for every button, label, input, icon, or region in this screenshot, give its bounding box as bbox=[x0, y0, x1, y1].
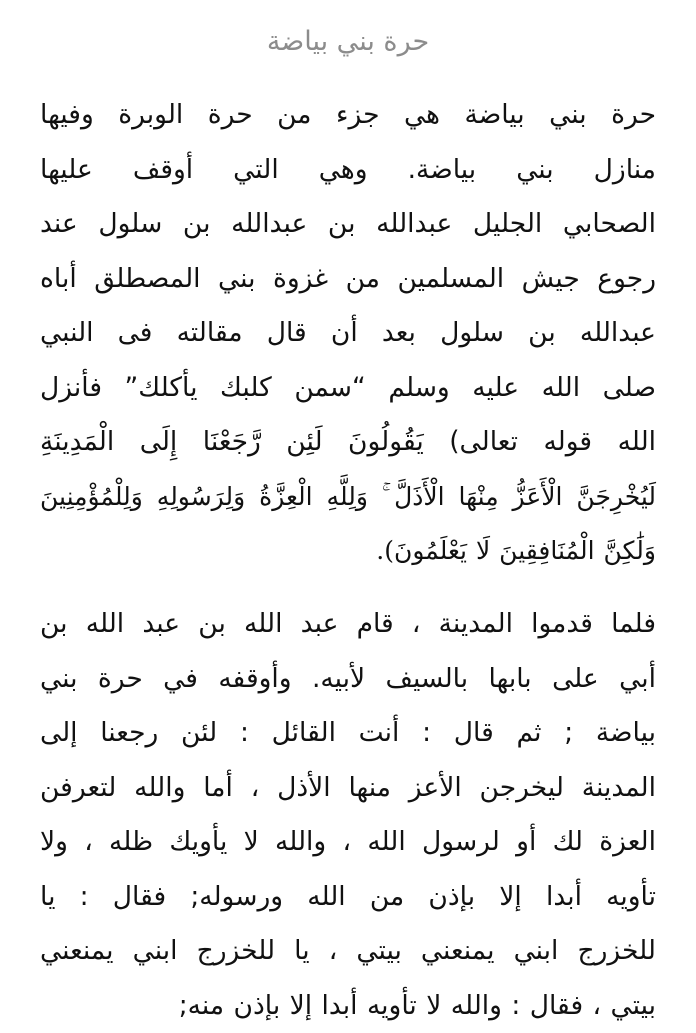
text-line: المدينة ليخرجن الأعز منها الأذل ، أما والله لتعرفن bbox=[40, 761, 656, 816]
paragraph-story bbox=[40, 597, 656, 1033]
quran-verse-line: وَلَٰكِنَّ الْمُنَافِقِينَ لَا يَعْلَمُونَ). bbox=[40, 524, 656, 579]
article-title: حرة بني بياضة bbox=[0, 22, 696, 62]
text-line: أبي على بابها بالسيف لأبيه. وأوقفه في حرة بني bbox=[40, 652, 656, 707]
text-line: العزة لك أو لرسول الله ، والله لا يأويك ظله ، ولا bbox=[40, 815, 656, 870]
text-line: عبدالله بن سلول بعد أن قال مقالته فى النبي bbox=[40, 306, 656, 361]
text-line: بيتي ، فقال : والله لا تأويه أبدا إلا بإذن منه; bbox=[40, 979, 656, 1033]
text-line: حرة بني بياضة هي جزء من حرة الوبرة وفيها bbox=[40, 88, 656, 143]
text-line: بياضة ; ثم قال : أنت القائل : لئن رجعنا إلى bbox=[40, 706, 656, 761]
paragraph-intro bbox=[40, 88, 656, 579]
text-line: الصحابي الجليل عبدالله بن عبدالله بن سلول عند bbox=[40, 197, 656, 252]
text-line: رجوع جيش المسلمين من غزوة بني المصطلق أباه bbox=[40, 252, 656, 307]
text-line: الله قوله تعالى) يَقُولُونَ لَئِن رَّجَعْنَا إِلَى الْمَدِينَةِ bbox=[40, 415, 656, 470]
text-line: تأويه أبدا إلا بإذن من الله ورسوله; فقال : يا bbox=[40, 870, 656, 925]
text-line: صلى الله عليه وسلم “سمن كلبك يأكلك” فأنزل bbox=[40, 361, 656, 416]
text-line: للخزرج ابني يمنعني بيتي ، يا للخزرج ابني يمنعني bbox=[40, 924, 656, 979]
quran-verse-line: لَيُخْرِجَنَّ الْأَعَزُّ مِنْهَا الْأَذَلَّ ۚ وَلِلَّهِ الْعِزَّةُ وَلِرَسُولِهِ وَلِلْمُؤْمِنِينَ bbox=[40, 470, 656, 525]
text-line: منازل بني بياضة. وهي التي أوقف عليها bbox=[40, 143, 656, 198]
text-line: فلما قدموا المدينة ، قام عبد الله بن عبد الله بن bbox=[40, 597, 656, 652]
